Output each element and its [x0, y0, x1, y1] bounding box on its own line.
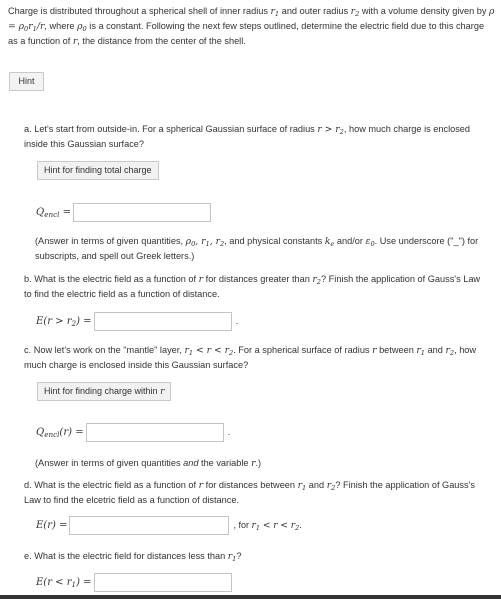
math-density: $\rho = \rho_0r_1/r$ [8, 6, 495, 33]
question-text: b. What is the electric field as a function of [24, 274, 197, 284]
answer-row-qencl [36, 201, 211, 223]
answer-note-a [35, 234, 485, 263]
intro-text: , where [44, 21, 75, 31]
question-text: for distances between [205, 480, 296, 490]
suffix-text: , for [233, 519, 249, 530]
question-text: , how much charge is enclosed inside this Gaussian surface? [24, 345, 477, 370]
note-text: , and physical constants [224, 236, 323, 246]
math-r1: $r_1$ [227, 551, 237, 563]
answer-label: $Q_{encl}(r)$ = [36, 426, 84, 439]
answer-label: $E(r < r_1)$ = [36, 576, 92, 589]
question-text: . For a spherical surface of radius [233, 345, 370, 355]
question-text: ? [236, 551, 242, 561]
intro-text: with a volume density given by [361, 6, 487, 16]
question-text: ? Finish the application of Gauss's Law to find the elcetric field as a function of distance. [24, 480, 475, 505]
note-text: .) [255, 458, 262, 468]
math-rho0: $\rho_0$ [77, 21, 87, 33]
note-text: (Answer in terms of given quantities [35, 458, 181, 468]
math-r: r [72, 36, 78, 47]
math-r: r [198, 480, 204, 491]
qencl-r-input[interactable] [86, 423, 224, 442]
e-inner-input[interactable] [94, 573, 232, 592]
note-text: (Answer in terms of given quantities, [35, 236, 184, 246]
question-d [24, 478, 484, 507]
answer-label: $Q_{encl}$ = [36, 206, 71, 219]
math-r2: $r_2$ [350, 6, 360, 18]
question-e [24, 549, 484, 564]
question-text: d. What is the electric field as a function of [24, 480, 197, 490]
answer-row-e-mantle [36, 514, 302, 536]
math-mantle: $r_1 < r < r_2$ [184, 345, 234, 357]
question-text: ? Finish the application of Gauss's Law to find the electric field as a function of distance. [24, 274, 481, 299]
problem-statement [8, 4, 496, 49]
question-b [24, 272, 484, 301]
math-r2: $r_2$ [445, 345, 455, 357]
hint-total-charge-button[interactable]: Hint for finding total charge [37, 161, 159, 180]
question-text: e. What is the electric field for distances less than [24, 551, 226, 561]
question-text: and [308, 480, 325, 490]
answer-note-c [35, 456, 485, 471]
suffix-text: . [299, 519, 302, 530]
math-quantities: $\rho_0$, $r_1$, $r_2$ [185, 236, 225, 248]
bottom-divider [0, 595, 501, 599]
math-r: r [160, 387, 165, 397]
answer-row-qencl-r [36, 421, 230, 443]
question-text: c. Now let's work on the "mantle" layer, [24, 345, 182, 355]
math-r2: $r_2$ [326, 480, 336, 492]
question-text: and [427, 345, 443, 355]
intro-text: is a constant. Following the next few steps outlined, determine the electric field due to this charge as a function of [8, 21, 485, 46]
math-r1: $r_1$ [270, 6, 280, 18]
math-mantle: $r_1 < r < r_2$ [251, 520, 300, 532]
question-text: a. Let's start from outside-in. For a spherical Gaussian surface of radius [24, 124, 315, 134]
answer-suffix: . [227, 427, 231, 437]
qencl-input[interactable] [73, 203, 211, 222]
hint-label: Hint for finding charge within [44, 386, 158, 396]
e-outer-input[interactable] [94, 312, 232, 331]
hint-button[interactable]: Hint [9, 72, 44, 91]
intro-text: Charge is distributed throughout a spherical shell of inner radius [8, 6, 268, 16]
question-text: between [379, 345, 414, 355]
answer-label: $E(r > r_2)$ = [36, 315, 92, 328]
math-r1: $r_1$ [416, 345, 425, 357]
note-text: the variable [201, 458, 249, 468]
math-r1: $r_1$ [297, 480, 307, 492]
hint-charge-within-button[interactable] [37, 382, 171, 401]
question-text: for distances greater than [205, 274, 310, 284]
question-text: , how much charge is enclosed inside this Gaussian surface? [24, 124, 471, 149]
answer-row-e-inner [36, 571, 232, 593]
math-condition: $r > r_2$ [317, 124, 344, 136]
math-eps0: $\varepsilon_0$ [365, 236, 375, 248]
math-ke: $k_e$ [324, 236, 335, 248]
intro-text: and outer radius [281, 6, 349, 16]
answer-label: E(r) = [36, 519, 68, 531]
question-a [24, 122, 484, 151]
e-mantle-input[interactable] [69, 516, 229, 535]
math-r2: $r_2$ [312, 274, 322, 286]
note-text-emphasis: and [183, 458, 199, 468]
question-c [24, 343, 484, 372]
math-r: r [251, 458, 256, 469]
answer-suffix: . [235, 316, 239, 326]
note-text: . Use underscore ("_") for subscripts, and spell out Greek letters.) [35, 236, 479, 261]
math-r: r [372, 345, 377, 356]
note-text: and/or [336, 236, 363, 246]
intro-text: , the distance from the center of the shell. [77, 36, 246, 46]
answer-suffix [233, 520, 301, 531]
math-r: r [198, 274, 204, 285]
answer-row-e-outer [36, 310, 238, 332]
